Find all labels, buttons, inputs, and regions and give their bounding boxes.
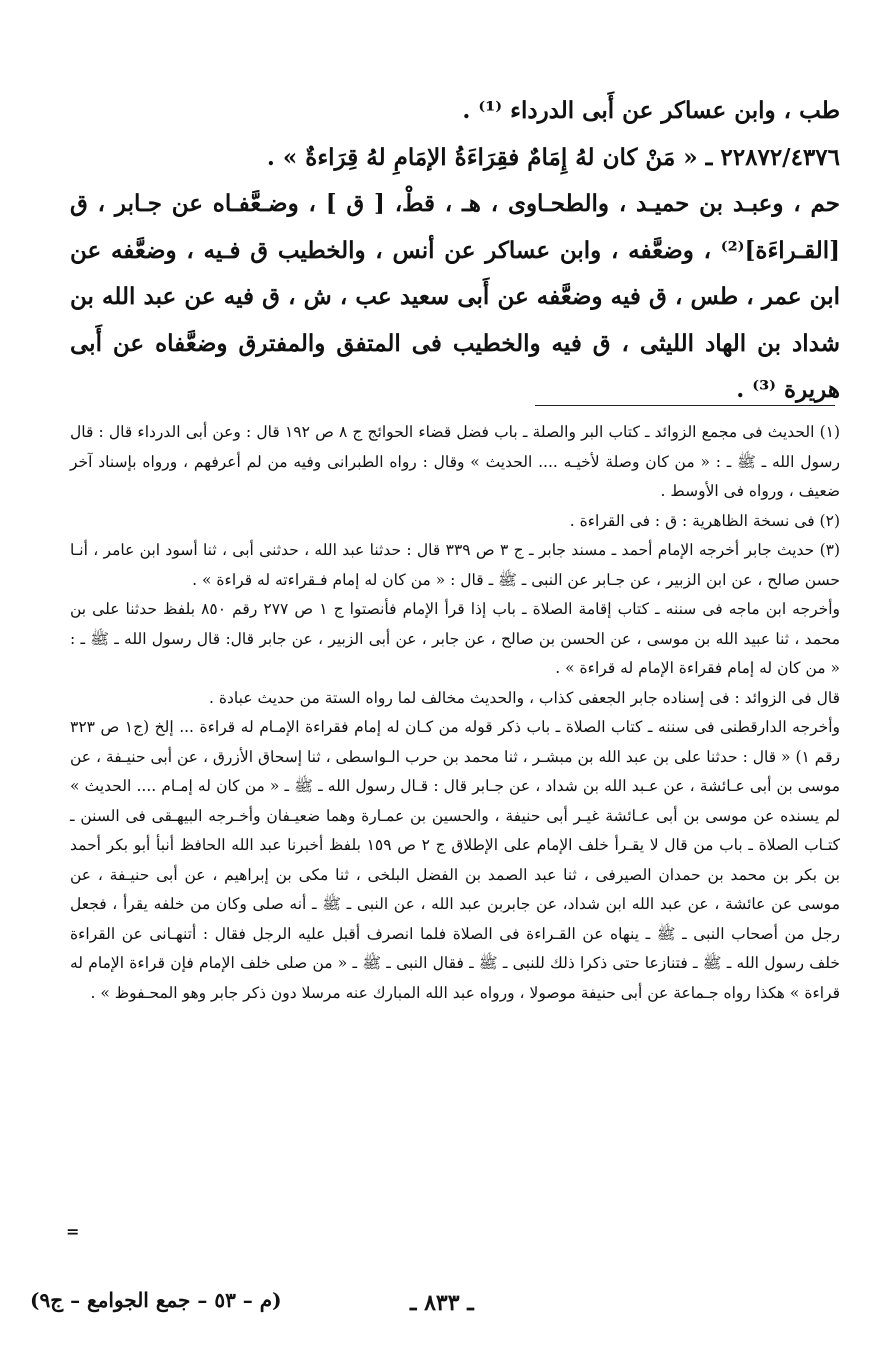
hadith-sources: حم ، وعبـد بن حميـد ، والطحـاوى ، هـ ، قطْ، [ ق ] ، وضـعَّفـاه عن جـابر ، ق [القـراءَة]⁽²⁾ ، وضعَّفه ، وابن عساكر عن أنس ، والخطيب ق فـيه ، وضعَّفه عن ابن عمر ، طس ، ق فيه وضعَّفه عن أَبى سعيد عب ، ش ، ق فيه عن عبد الله بن شداد بن الهاد الليثى ، ق فيه والخطيب فى المتفق والمفترق وضعَّفاه عن أَبى هريرة ⁽³⁾ . xyxy=(70,190,840,403)
footnote-divider xyxy=(535,405,835,406)
main-text xyxy=(70,88,840,414)
page-number: ـ ٨٣٣ ـ xyxy=(410,1290,474,1316)
footnote-3-daraqutni: وأخرجه الدارقطنى فى سننه ـ كتاب الصلاة ـ باب ذكر قوله من كـان له إمام فقراءة الإمـام له قراءة ... إلخ (ج١ ص ٣٢٣ رقم ١) « قال : حدثنا على بن عبد الله بن مبشـر ، ثنا محمد بن حرب الـواسطى ، ثنا إسحاق الأزرق ، عن أبى حنيـفة ، عن موسى بن أبى عـائشة ، عن عـبد الله بن شداد ، عن جـابر قال : قـال رسول الله ـ ﷺ ـ « من كان له إمـام .... الحديث » لم يسنده عن موسى بن أبى عـائشة غيـر أبى حنيفة ، والحسين بن عمـارة وهما ضعيـفان وأخـرجه البيهـقى فى السنن ـ كتـاب الصلاة ـ باب من قال لا يقـرأ خلف الإمام على الإطلاق ج ٢ ص ١٥٩ بلفظ أخبرنا عبد الله الحافظ أنبأ أبو بكر أحمد بن بكر بن محمد بن حمدان الصيرفى ، ثنا عبد الصمد بن الفضل البلخى ، ثنا مكى بن إبراهيم ، عن أبى حنيـفة ، عن موسى عن عائشة ، عن عبد الله ابن شداد، عن جابربن عبد الله ، عن النبى ـ ﷺ ـ أنه صلى وكان من خلفه يقرأ ، فجعل رجل من أصحاب النبى ـ ﷺ ـ ينهاه عن القـراءة فى الصلاة فلما انصرف أقبل عليه الرجل فقال : أتنهـانى عن القراءة خلف رسول الله ـ ﷺ ـ فتنازعا حتى ذكرا ذلك للنبى ـ ﷺ ـ فقال النبى ـ ﷺ ـ « من صلى خلف الإمام فإن قراءة الإمام له قراءة » هكذا رواه جـماعة عن أبى حنيفة موصولا ، ورواه عبد الله المبارك عنه مرسلا دون ذكر جابر وهو المحـفوظ » . xyxy=(70,718,841,1002)
footnote-3-ibn-majah: وأخرجه ابن ماجه فى سننه ـ كتاب إقامة الصلاة ـ باب إذا قرأ الإمام فأنصتوا ج ١ ص ٢٧٧ رقم ٨٥٠ بلفظ حدثنا على بن محمد ، ثنا عبيد الله بن موسى ، عن الحسن بن صالح ، عن جابر ، عن أبى الزبير ، عن جابر قال: قال رسول الله ـ ﷺ ـ : « من كان له إمام فقراءة الإمام له قراءة » . xyxy=(70,600,840,677)
footnote-2: (٢) فى نسخة الظاهرية : ق : فى القراءة . xyxy=(569,511,840,530)
continuation-mark: = xyxy=(66,1222,80,1241)
footnotes xyxy=(70,418,840,1008)
main-paragraph-1: طب ، وابن عساكر عن أَبى الدرداء ⁽¹⁾ . xyxy=(462,97,840,124)
hadith-text: ٢٢٨٧٢/٤٣٧٦ ـ « مَنْ كان لهُ إِمَامٌ فقِرَاءَةُ الإمَامِ لهُ قِرَاءةٌ » . xyxy=(266,143,840,171)
volume-reference: (م – ٥٣ – جمع الجوامع – ج٩) xyxy=(30,1288,282,1312)
footnote-1: (١) الحديث فى مجمع الزوائد ـ كتاب البر والصلة ـ باب فضل قضاء الحوائج ج ٨ ص ١٩٢ قال : وعن أبى الدرداء قال : قال رسول الله ـ ﷺ ـ : « من كان وصلة لأخيـه .... الحديث » وقال : رواه الطبرانى وفيه من لم أعرفهم ، ورواه بإسناد آخر ضعيف ، ورواه فى الأوسط . xyxy=(70,423,841,500)
footnote-3: (٣) حديث جابر أخرجه الإمام أحمد ـ مسند جابر ـ ج ٣ ص ٣٣٩ قال : حدثنا عبد الله ، حدثنى أبى ، ثنا أسود ابن عامر ، أنـا حسن صالح ، عن ابن الزبير ، عن جـابر عن النبى ـ ﷺ ـ قال : « من كان له إمام فـقراءته له قراءة » . xyxy=(70,541,841,589)
footnote-3-zawaid: قال فى الزوائد : فى إسناده جابر الجعفى كذاب ، والحديث مخالف لما رواه الستة من حديث عبادة . xyxy=(209,688,840,707)
